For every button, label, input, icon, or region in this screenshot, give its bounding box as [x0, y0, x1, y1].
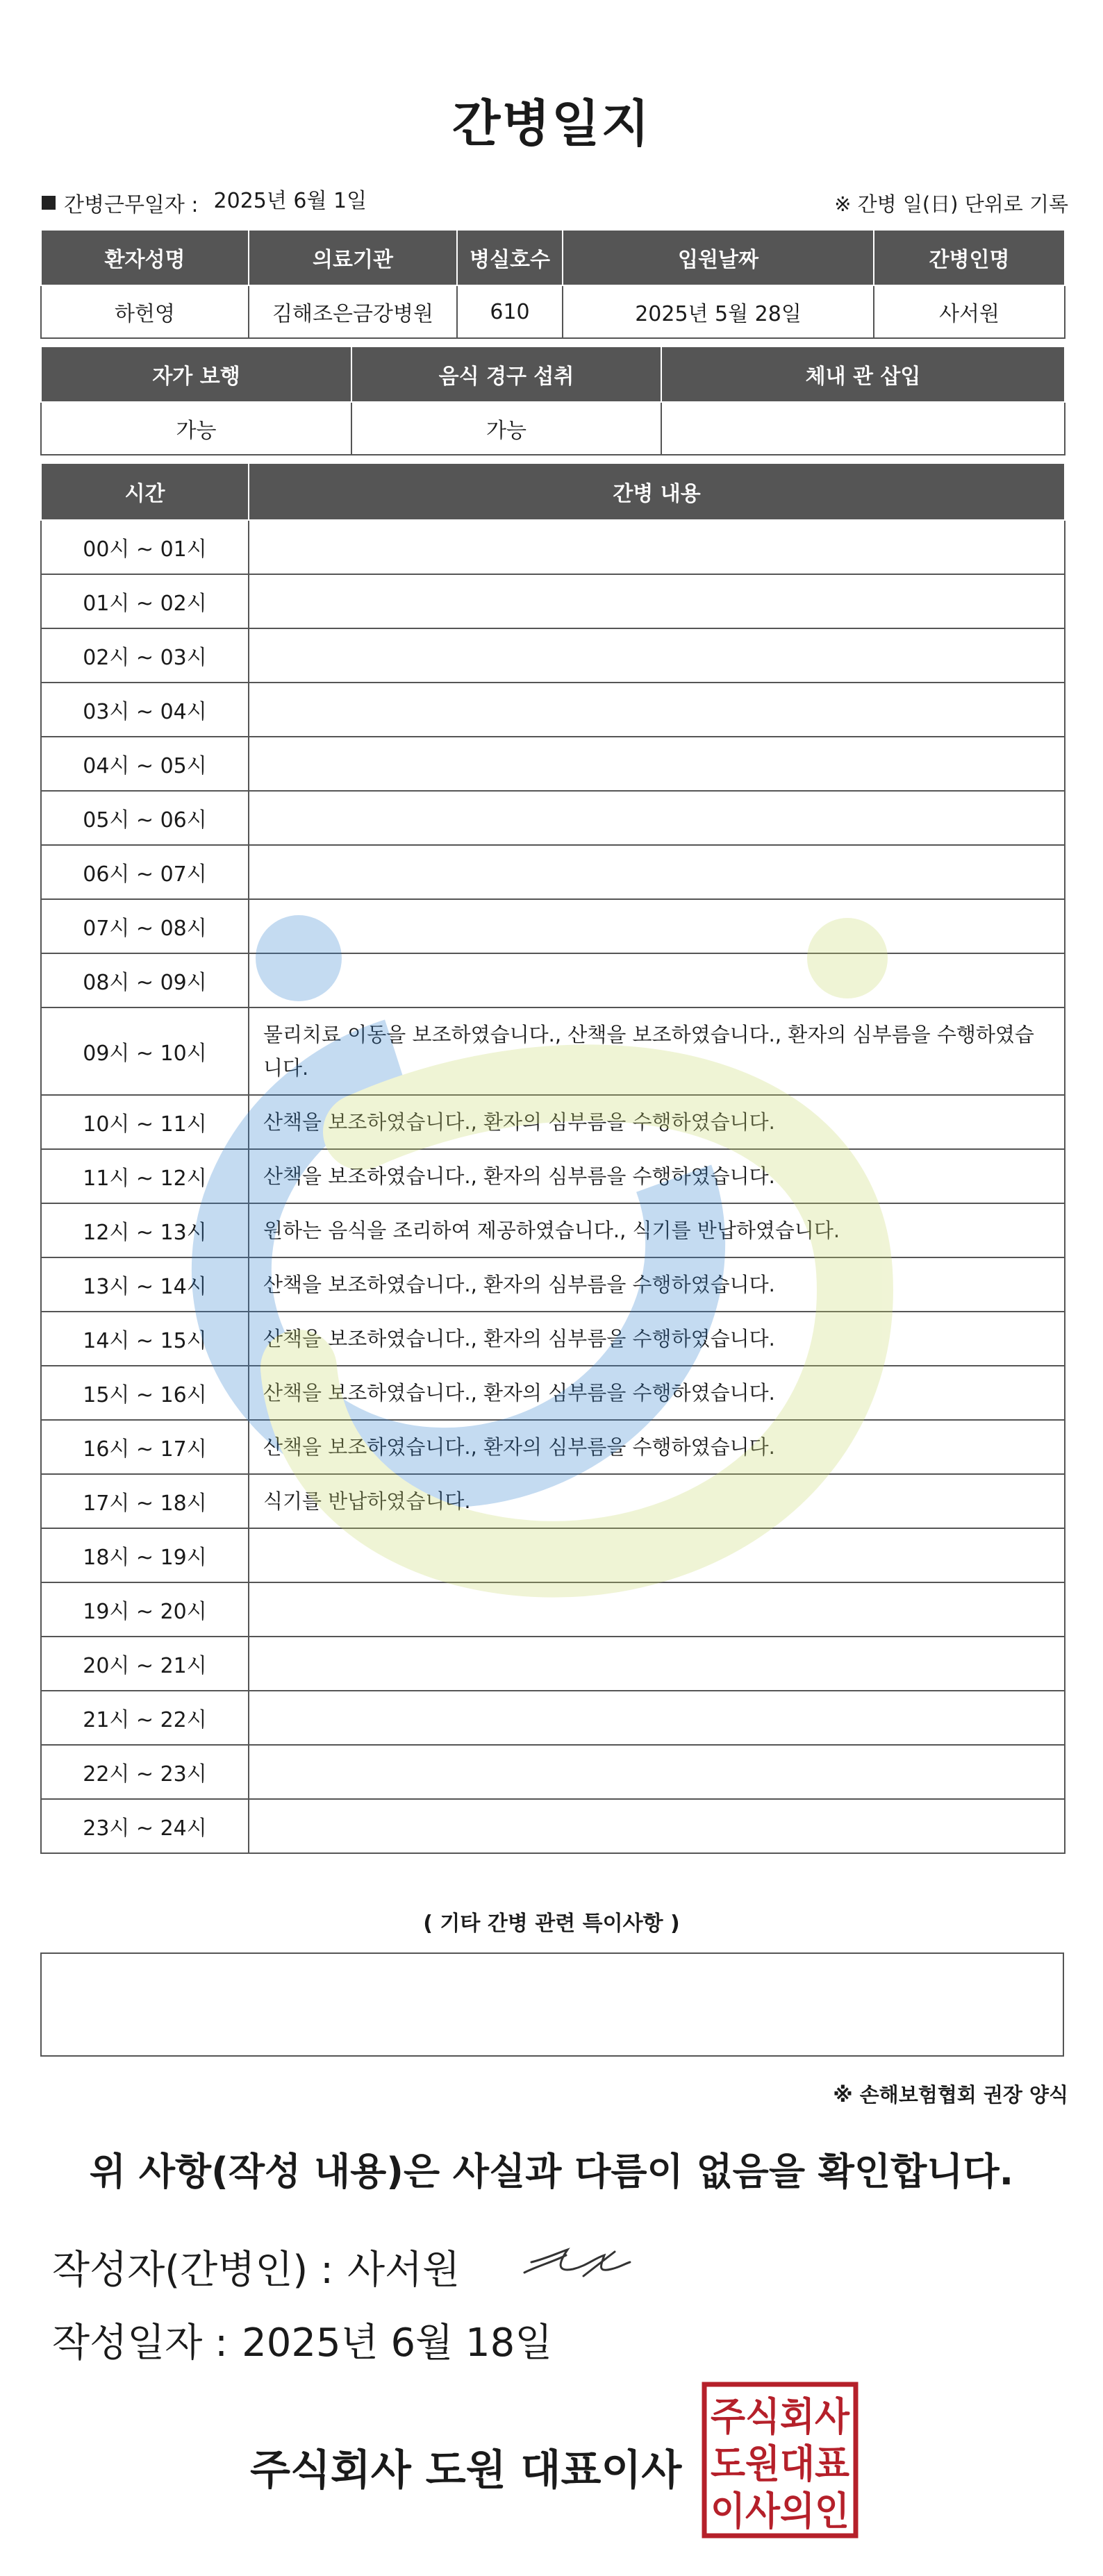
log-time: 16시 ~ 17시 [41, 1420, 249, 1474]
header-time: 시간 [41, 463, 249, 520]
log-content [249, 953, 1065, 1007]
tube-insertion-value [661, 402, 1065, 455]
table-row [41, 1745, 1065, 1799]
table-row [41, 683, 1065, 737]
log-content: 식기를 반납하였습니다. [249, 1474, 1065, 1528]
header-admission-date: 입원날짜 [563, 230, 874, 285]
log-time: 01시 ~ 02시 [41, 574, 249, 628]
log-time: 00시 ~ 01시 [41, 520, 249, 574]
header-care-content: 간병 내용 [249, 463, 1065, 520]
log-time: 19시 ~ 20시 [41, 1582, 249, 1637]
log-time: 12시 ~ 13시 [41, 1203, 249, 1257]
signature-icon [517, 2234, 636, 2290]
patient-info-table [40, 229, 1065, 339]
header-oral-intake: 음식 경구 섭취 [351, 346, 661, 402]
header-room-number: 병실호수 [457, 230, 563, 285]
log-content [249, 628, 1065, 683]
work-date-value: 2025년 6월 1일 [213, 189, 367, 213]
log-time: 09시 ~ 10시 [41, 1007, 249, 1095]
svg-text:이사의인: 이사의인 [711, 2489, 849, 2534]
header-caregiver-name: 간병인명 [874, 230, 1065, 285]
table-row [41, 1149, 1065, 1203]
header-tube-insertion: 체내 관 삽입 [661, 346, 1065, 402]
log-time: 07시 ~ 08시 [41, 899, 249, 953]
status-value-row [41, 402, 1065, 455]
log-time: 22시 ~ 23시 [41, 1745, 249, 1799]
page-title: 간병일지 [451, 94, 652, 153]
table-row [41, 1474, 1065, 1528]
table-row [41, 520, 1065, 574]
log-content: 원하는 음식을 조리하여 제공하였습니다., 식기를 반납하였습니다. [249, 1203, 1065, 1257]
log-content [249, 737, 1065, 791]
log-content [249, 574, 1065, 628]
table-row [41, 1799, 1065, 1853]
log-time: 14시 ~ 15시 [41, 1312, 249, 1366]
company-seal-icon [700, 2380, 860, 2540]
table-row [41, 899, 1065, 953]
form-note: ※ 손해보험협회 권장 양식 [833, 2083, 1068, 2107]
table-row [41, 628, 1065, 683]
writer-name: 사서원 [347, 2248, 461, 2293]
log-content [249, 1528, 1065, 1582]
self-walking-value: 가능 [41, 402, 351, 455]
log-content [249, 1691, 1065, 1745]
room-number: 610 [457, 285, 563, 338]
written-date-line [52, 2312, 552, 2368]
log-content [249, 791, 1065, 845]
oral-intake-value: 가능 [351, 402, 661, 455]
table-row [41, 1312, 1065, 1366]
log-time: 21시 ~ 22시 [41, 1691, 249, 1745]
log-content: 산책을 보조하였습니다., 환자의 심부름을 수행하였습니다. [249, 1312, 1065, 1366]
confirmation-statement: 위 사항(작성 내용)은 사실과 다름이 없음을 확인합니다. [89, 2150, 1014, 2193]
log-content: 산책을 보조하였습니다., 환자의 심부름을 수행하였습니다. [249, 1257, 1065, 1312]
log-header-row [41, 463, 1065, 520]
svg-text:도원대표: 도원대표 [711, 2442, 849, 2487]
hospital-name: 김해조은금강병원 [249, 285, 457, 338]
log-time: 18시 ~ 19시 [41, 1528, 249, 1582]
table-row [41, 1203, 1065, 1257]
unit-note: ※ 간병 일(日) 단위로 기록 [834, 192, 1068, 216]
writer-label: 작성자(간병인) : [52, 2248, 333, 2293]
log-content: 물리치료 이동을 보조하였습니다., 산책을 보조하였습니다., 환자의 심부름을 수행하였습니다. [249, 1007, 1065, 1095]
patient-info-header-row [41, 230, 1065, 285]
table-row [41, 1366, 1065, 1420]
log-time: 08시 ~ 09시 [41, 953, 249, 1007]
log-time: 15시 ~ 16시 [41, 1366, 249, 1420]
log-content: 산책을 보조하였습니다., 환자의 심부름을 수행하였습니다. [249, 1420, 1065, 1474]
table-row [41, 1691, 1065, 1745]
log-content [249, 845, 1065, 899]
log-content [249, 1799, 1065, 1853]
written-date-label: 작성일자 : [52, 2320, 229, 2366]
log-content [249, 1637, 1065, 1691]
patient-name: 하헌영 [41, 285, 249, 338]
log-content [249, 899, 1065, 953]
log-time: 23시 ~ 24시 [41, 1799, 249, 1853]
caregiver-name: 사서원 [874, 285, 1065, 338]
log-time: 17시 ~ 18시 [41, 1474, 249, 1528]
work-date [42, 187, 367, 218]
table-row [41, 1420, 1065, 1474]
header-hospital: 의료기관 [249, 230, 457, 285]
log-time: 02시 ~ 03시 [41, 628, 249, 683]
log-content: 산책을 보조하였습니다., 환자의 심부름을 수행하였습니다. [249, 1366, 1065, 1420]
log-content [249, 1745, 1065, 1799]
log-time: 10시 ~ 11시 [41, 1095, 249, 1149]
table-row [41, 1637, 1065, 1691]
status-header-row [41, 346, 1065, 402]
table-row [41, 1095, 1065, 1149]
table-row [41, 845, 1065, 899]
log-time: 04시 ~ 05시 [41, 737, 249, 791]
work-date-label: 간병근무일자 : [64, 193, 199, 217]
table-row [41, 1257, 1065, 1312]
patient-status-table [40, 346, 1065, 455]
log-time: 20시 ~ 21시 [41, 1637, 249, 1691]
table-row [41, 1582, 1065, 1637]
header-self-walking: 자가 보행 [41, 346, 351, 402]
table-row [41, 737, 1065, 791]
header-patient-name: 환자성명 [41, 230, 249, 285]
table-row [41, 1007, 1065, 1095]
table-row [41, 574, 1065, 628]
log-content [249, 683, 1065, 737]
log-content: 산책을 보조하였습니다., 환자의 심부름을 수행하였습니다. [249, 1149, 1065, 1203]
writer-line [52, 2239, 460, 2295]
log-time: 13시 ~ 14시 [41, 1257, 249, 1312]
patient-info-value-row [41, 285, 1065, 338]
table-row [41, 953, 1065, 1007]
table-row [41, 1528, 1065, 1582]
company-signatory: 주식회사 도원 대표이사 [250, 2446, 682, 2495]
log-time: 05시 ~ 06시 [41, 791, 249, 845]
log-content [249, 520, 1065, 574]
svg-text:주식회사: 주식회사 [711, 2395, 850, 2440]
log-time: 11시 ~ 12시 [41, 1149, 249, 1203]
log-content [249, 1582, 1065, 1637]
log-time: 03시 ~ 04시 [41, 683, 249, 737]
admission-date: 2025년 5월 28일 [563, 285, 874, 338]
log-time: 06시 ~ 07시 [41, 845, 249, 899]
remarks-box [40, 1952, 1064, 2057]
written-date-value: 2025년 6월 18일 [242, 2320, 553, 2366]
hourly-log-table [40, 462, 1065, 1854]
log-content: 산책을 보조하였습니다., 환자의 심부름을 수행하였습니다. [249, 1095, 1065, 1149]
square-bullet-icon [42, 196, 56, 210]
table-row [41, 791, 1065, 845]
remarks-title: ( 기타 간병 관련 특이사항 ) [423, 1912, 680, 1936]
